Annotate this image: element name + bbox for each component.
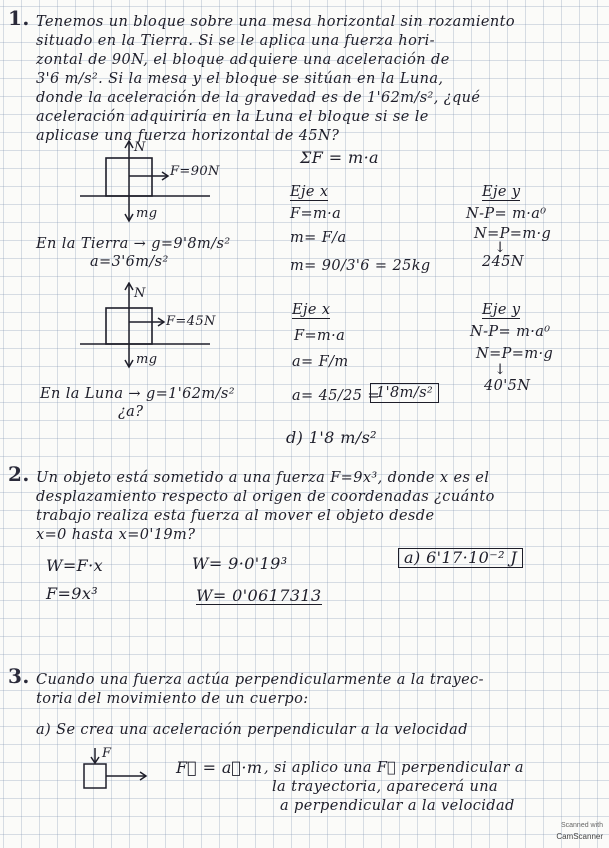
question-1-answer: d) 1'8 m/s² [286,428,378,447]
earth-x-step: m= F/a [290,230,347,246]
question-1-line: aceleración adquiriría en la Luna el bloque si se le [36,109,429,125]
earth-y-step: N-P= m·a⁰ [466,206,547,222]
question-1-line: 3'6 m/s². Si la mesa y el bloque se sitúan en la Luna, [36,71,444,87]
question-2-answer: a) 6'17·10⁻² J [398,548,523,568]
force-label: F=45N [166,314,216,329]
moon-x-step: a= 45/25 = [292,388,380,404]
work-formula: W=F·x [46,556,104,575]
moon-y-arrow: ↓ [494,362,507,378]
normal-label: N [134,140,146,155]
moon-y-step: N=P=m·g [476,346,554,362]
newton-second-law: ΣF = m·a [300,148,379,167]
question-2-line: desplazamiento respecto al origen de coordenadas ¿cuánto [36,489,495,505]
question-2-line: x=0 hasta x=0'19m? [36,527,196,543]
question-2-number: 2. [8,462,30,486]
weight-label: mg [136,206,158,221]
moon-y-result: 40'5N [484,378,531,394]
earth-gravity: En la Tierra → g=9'8m/s² [36,236,231,252]
question-1-line: donde la aceleración de la gravedad es de 1'62m/s², ¿qué [36,90,481,106]
question-1-number: 1. [8,6,30,30]
force-label: F=90N [170,164,220,179]
question-3-number: 3. [8,664,30,688]
explanation-line: a perpendicular a la velocidad [280,798,515,814]
perpendicular-force-diagram [78,746,148,796]
earth-x-step: m= 90/3'6 = 25kg [290,258,431,274]
force-label: F [102,746,112,761]
question-1-line: aplicase una fuerza horizontal de 45N? [36,128,340,144]
moon-x-result: 1'8m/s² [370,383,439,403]
question-3-line: toria del movimiento de un cuerpo: [36,691,309,707]
force-formula: F=9x³ [46,584,99,603]
watermark-line: CamScanner [556,832,603,841]
explanation-line: la trayectoria, aparecerá una [272,779,499,795]
question-1-line: Tenemos un bloque sobre una mesa horizontal sin rozamiento [36,14,515,30]
explanation-line: , si aplico una F⃗ perpendicular a [264,760,524,776]
moon-y-heading: Eje y [482,302,521,318]
moon-unknown: ¿a? [118,404,144,420]
question-1-line: zontal de 90N, el bloque adquiere una aceleración de [36,52,450,68]
earth-y-step: N=P=m·g [474,226,552,242]
question-3-line: Cuando una fuerza actúa perpendicularmente a la trayec- [36,672,484,688]
scanner-watermark [543,822,603,844]
moon-x-step: a= F/m [292,354,349,370]
moon-y-step: N-P= m·a⁰ [470,324,551,340]
question-3-option-a: a) Se crea una aceleración perpendicular a la velocidad [36,722,468,738]
watermark-line: Scanned with [560,822,603,829]
moon-x-heading: Eje x [292,302,331,318]
normal-label: N [134,286,146,301]
earth-acceleration: a=3'6m/s² [90,254,169,270]
moon-gravity: En la Luna → g=1'62m/s² [40,386,235,402]
force-acceleration-formula: F⃗ = a⃗·m [176,758,263,777]
earth-x-heading: Eje x [290,184,329,200]
earth-y-arrow: ↓ [494,240,507,256]
earth-x-step: F=m·a [290,206,342,222]
earth-y-result: 245N [482,254,524,270]
work-substitution: W= 9·0'19³ [192,554,288,573]
earth-y-heading: Eje y [482,184,521,200]
work-result: W= 0'0617313 [196,586,322,605]
moon-x-step: F=m·a [294,328,346,344]
weight-label: mg [136,352,158,367]
question-1-line: situado en la Tierra. Si se le aplica una fuerza hori- [36,33,435,49]
question-2-line: trabajo realiza esta fuerza al mover el objeto desde [36,508,435,524]
question-2-line: Un objeto está sometido a una fuerza F=9x³, donde x es el [36,470,490,486]
